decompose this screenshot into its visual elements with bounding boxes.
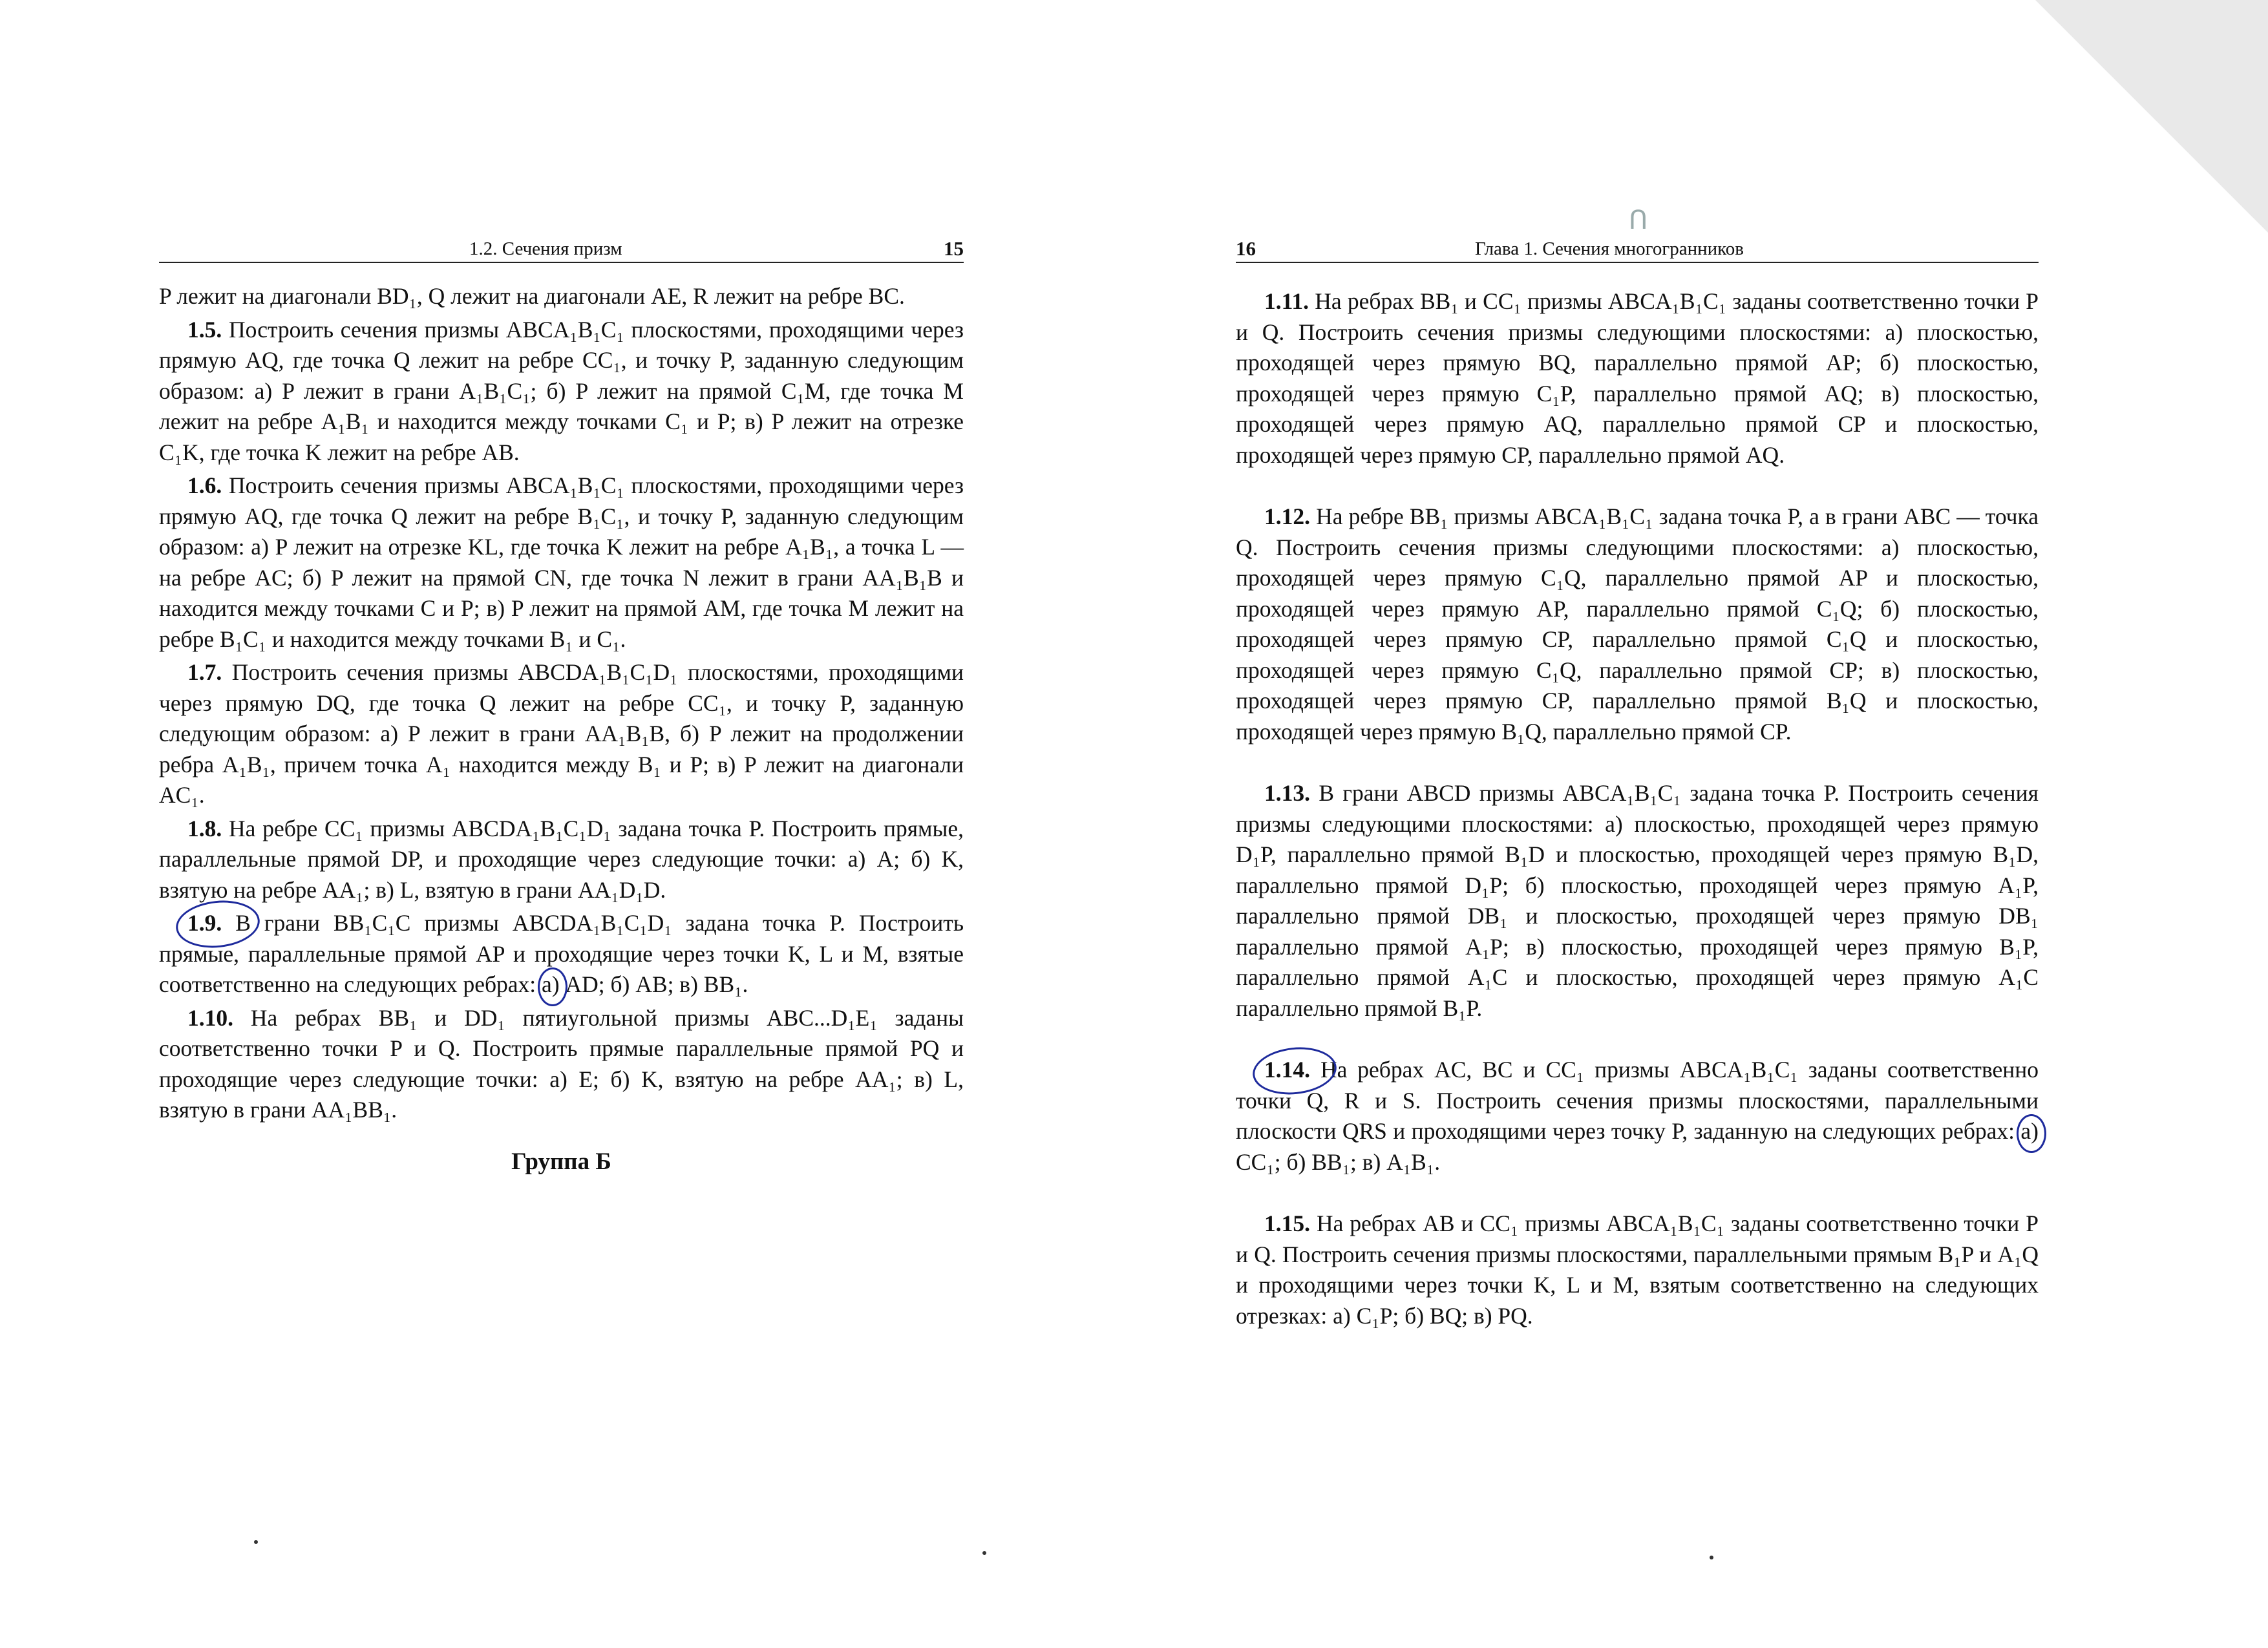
problem-text: На ребре CC₁ призмы ABCDA₁B₁C₁D₁ задана точка P. Построить прямые, параллельные прямой DP, и проходящие через следующие точки: а) A; б) K, взятую на ребре AA₁; в) L, взятую в грани AA₁D₁D. [159, 815, 964, 903]
right-page-number: 16 [1236, 237, 1256, 260]
right-page-body [1236, 286, 2039, 1331]
problem-text: Построить сечения призмы ABCDA₁B₁C₁D₁ плоскостями, проходящими через прямую DQ, где точка Q лежит на ребре CC₁, и точку P, заданную следующим образом: а) P лежит в грани AA₁B₁B, б) P лежит на продолжении ребра A₁B₁, причем точка A₁ находится между B₁ и P; в) P лежит на диагонали AC₁. [159, 659, 964, 808]
left-page-body [159, 281, 964, 1177]
problem-text: Построить сечения призмы ABCA₁B₁C₁ плоскостями, проходящими через прямую AQ, где точка Q лежит на ребре B₁C₁, и точку P, заданную следующим образом: а) P лежит на отрезке KL, где точка K лежит на ребре A₁B₁, а точка L — на ребре AC; б) P лежит на прямой CN, где точка N лежит в грани AA₁B₁B и находится между точками C и P; в) P лежит на прямой AM, где точка M лежит на ребре B₁C₁ и находится между точками B₁ и C₁. [159, 472, 964, 652]
left-running-head [159, 236, 964, 263]
left-page-number: 15 [944, 237, 964, 260]
problem-text: На ребрах BB₁ и DD₁ пятиугольной призмы ABC...D₁E₁ заданы соответственно точки P и Q. Построить прямые параллельные прямой PQ и проходящие через следующие точки: а) E; б) K, взятую на ребре AA₁; в) L, взятую в грани AA₁BB₁. [159, 1004, 964, 1123]
scan-corner-fold [2035, 0, 2268, 233]
problem-number: 1.15. [1264, 1210, 1310, 1236]
problem-text: На ребре BB₁ призмы ABCA₁B₁C₁ задана точка P, а в грани ABC — точка Q. Построить сечения призмы следующими плоскостями: а) плоскостью, проходящей через прямую C₁Q, параллельно прямой AP и плоскостью, проходящей через прямую AP, параллельно прямой C₁Q; б) плоскостью, проходящей через прямую CP, параллельно прямой C₁Q и плоскостью, проходящей через прямую C₁Q, параллельно прямой CP; в) плоскостью, проходящей через прямую CP, параллельно прямой B₁Q и плоскостью, проходящей через прямую B₁Q, параллельно прямой CP. [1236, 503, 2039, 745]
problem-text: Построить сечения призмы ABCA₁B₁C₁ плоскостями, проходящими через прямую AQ, где точка Q лежит на ребре CC₁, и точку P, заданную следующим образом: а) P лежит в грани A₁B₁C₁; б) P лежит на прямой C₁M, где точка M лежит на ребре A₁B₁ и находится между точками C₁ и P; в) P лежит на отрезке C₁K, где точка K лежит на ребре AB. [159, 316, 964, 465]
problem-text: В грани ABCD призмы ABCA₁B₁C₁ задана точка P. Построить сечения призмы следующими плоскостями: а) плоскостью, проходящей через прямую D₁P, параллельно прямой B₁D и плоскостью, проходящей через прямую B₁D, параллельно прямой D₁P; б) плоскостью, проходящей через прямую A₁P, параллельно прямой DB₁ и плоскостью, проходящей через прямую DB₁ параллельно прямой A₁P; в) плоскостью, проходящей через прямую B₁P, параллельно прямой A₁C и плоскостью, проходящей через прямую A₁C параллельно прямой B₁P. [1236, 780, 2039, 1021]
problem-1-5 [159, 315, 964, 469]
problem-1-6 [159, 470, 964, 655]
problem-number: 1.12. [1264, 503, 1310, 529]
problem-1-15 [1236, 1209, 2039, 1331]
problem-1-11 [1236, 286, 2039, 470]
problem-1-7 [159, 657, 964, 811]
problem-text-end: CC₁; б) BB₁; в) A₁B₁. [1236, 1148, 1441, 1175]
circled-answer-mark: а) [2020, 1118, 2039, 1144]
right-page [1236, 236, 2039, 1362]
pencil-mark: ᑎ [1629, 206, 1648, 235]
group-heading: Группа Б [511, 1148, 611, 1175]
problem-continuation: P лежит на диагонали BD₁, Q лежит на диагонали AE, R лежит на ребре BC. [159, 283, 905, 309]
scan-speck [982, 1551, 986, 1555]
scan-speck [1710, 1556, 1713, 1559]
problem-number: 1.8. [187, 815, 222, 841]
problem-text: В грани BB₁C₁C призмы ABCDA₁B₁C₁D₁ задана точка P. Построить прямые, параллельные прямой AP и проходящие через точки K, L и M, взятые соответственно на следующих ребрах: [159, 910, 964, 997]
scan-speck [254, 1540, 258, 1544]
left-running-head-title: 1.2. Сечения призм [469, 238, 622, 259]
problem-number: 1.6. [187, 472, 222, 498]
problem-1-9 [159, 908, 964, 1000]
problem-1-13 [1236, 778, 2039, 1024]
problem-number: 1.7. [187, 659, 222, 685]
problem-number: 1.5. [187, 316, 222, 343]
problem-number: 1.10. [187, 1004, 233, 1031]
right-running-head [1236, 236, 2039, 263]
problem-number-circled: 1.9. [187, 910, 222, 936]
problem-1-12 [1236, 502, 2039, 747]
problem-text: На ребрах AC, BC и CC₁ призмы ABCA₁B₁C₁ заданы соответственно точки Q, R и S. Построить сечения призмы плоскостями, параллельными плоскости QRS и проходящими через точку P, заданную на следующих ребрах: [1236, 1057, 2039, 1144]
problem-number: 1.11. [1264, 288, 1309, 314]
problem-1-8 [159, 814, 964, 906]
problem-text: На ребрах BB₁ и CC₁ призмы ABCA₁B₁C₁ заданы соответственно точки P и Q. Построить сечения призмы следующими плоскостями: а) плоскостью, проходящей через прямую BQ, параллельно прямой AP; б) плоскостью, проходящей через прямую C₁P, параллельно прямой AQ; в) плоскостью, проходящей через прямую AQ, параллельно прямой CP и плоскостью, проходящей через прямую CP, параллельно прямой AQ. [1236, 288, 2039, 468]
circled-answer-mark: а) [542, 971, 560, 997]
problem-text: На ребрах AB и CC₁ призмы ABCA₁B₁C₁ заданы соответственно точки P и Q. Построить сечения призмы плоскостями, параллельными прямым B₁P и A₁Q и проходящими через точки K, L и M, взятым соответственно на следующих отрезках: а) C₁P; б) BQ; в) PQ. [1236, 1210, 2039, 1329]
problem-1-14 [1236, 1055, 2039, 1178]
problem-text-end: AD; б) AB; в) BB₁. [559, 971, 748, 997]
left-page [159, 236, 964, 1177]
right-running-head-title: Глава 1. Сечения многогранников [1475, 238, 1744, 259]
problem-1-10 [159, 1003, 964, 1126]
problem-number: 1.13. [1264, 780, 1310, 806]
problem-number-circled: 1.14. [1264, 1057, 1310, 1083]
